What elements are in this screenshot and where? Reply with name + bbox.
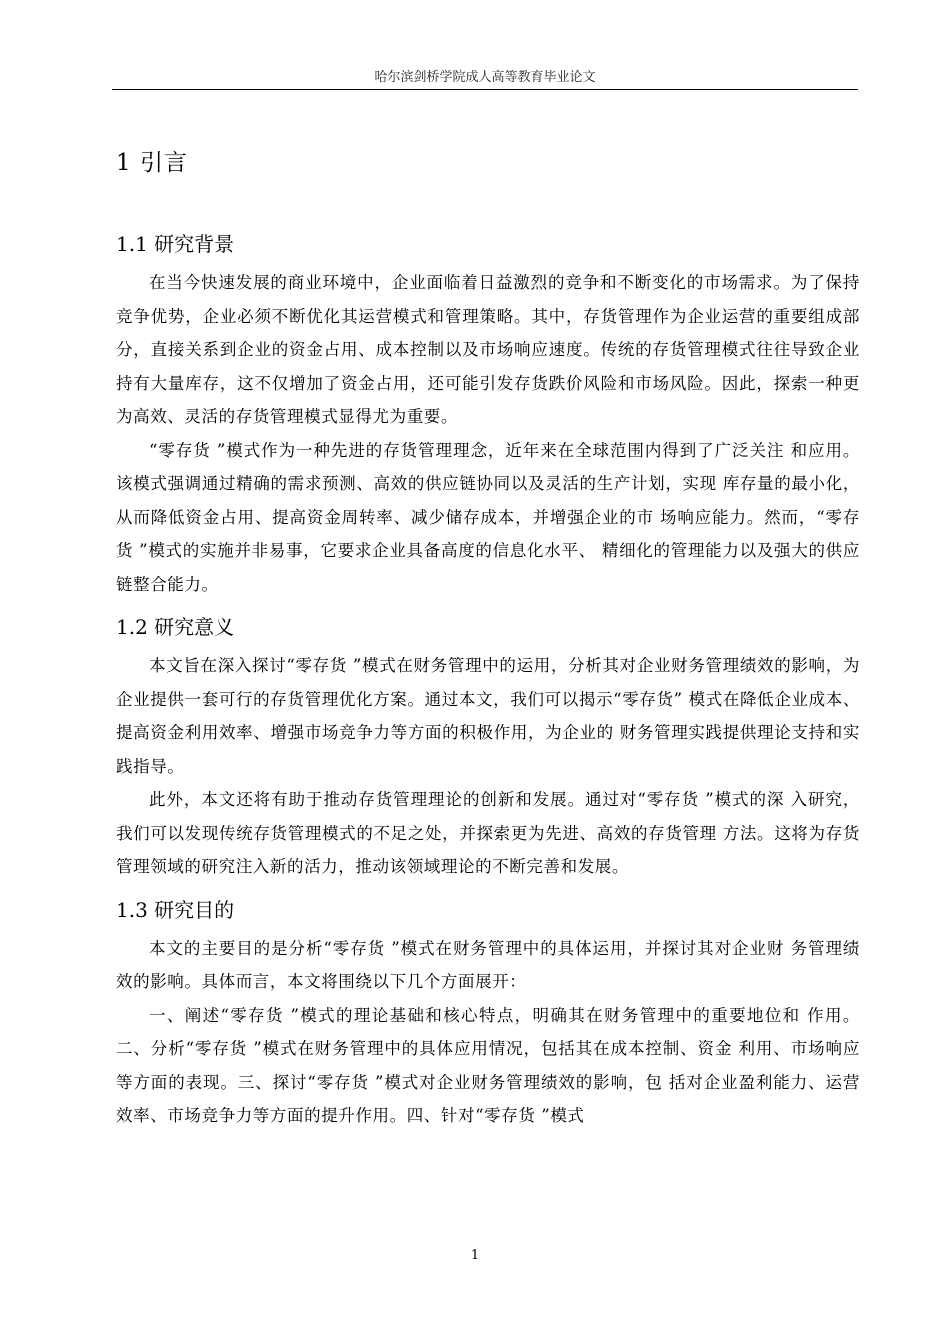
page-content	[116, 140, 860, 1133]
section-heading: 1.3 研究目的	[116, 897, 235, 922]
paragraph: “零存货 ”模式作为一种先进的存货管理理念，近年来在全球范围内得到了广泛关注 和应用。该模式强调通过精确的需求预测、高效的供应链协同以及灵活的生产计划，实现 库存量的最小化，从而降低资金占用、提高资金周转率、减少储存成本，并增强企业的市 场响应能力。然而，“零存货 ”模式的实施并非易事，它要求企业具备高度的信息化水平、 精细化的管理能力以及强大的供应链整合能力。	[116, 440, 860, 594]
section-research-significance	[116, 605, 860, 884]
page-number: 1	[470, 1248, 480, 1263]
paragraph: 在当今快速发展的商业环境中，企业面临着日益激烈的竞争和不断变化的市场需求。为了保持竞争优势，企业必须不断优化其运营模式和管理策略。其中，存货管理作为企业运营的重要组成部分，直接关系到企业的资金占用、成本控制以及市场响应速度。传统的存货管理模式往往导致企业持有大量库存，这不仅增加了资金占用，还可能引发存货跌价风险和市场风险。因此，探索一种更为高效、灵活的存货管理模式显得尤为重要。	[116, 273, 860, 426]
section-research-purpose	[116, 888, 860, 1133]
paragraph: 此外，本文还将有助于推动存货管理理论的创新和发展。通过对“零存货 ”模式的深 入研究，我们可以发现传统存货管理模式的不足之处，并探索更为先进、高效的存货管理 方法。这将为存货管理领域的研究注入新的活力，推动该领域理论的不断完善和发展。	[116, 790, 860, 876]
paragraph: 一、阐述“零存货 ”模式的理论基础和核心特点，明确其在财务管理中的重要地位和 作用。二、分析“零存货 ”模式在财务管理中的具体应用情况，包括其在成本控制、资金 利用、市场响应等方面的表现。三、探讨“零存货 ”模式对企业财务管理绩效的影响，包 括对企业盈利能力、运营效率、市场竞争力等方面的提升作用。四、针对“零存货 ”模式	[116, 1005, 860, 1125]
section-heading: 1.2 研究意义	[116, 615, 235, 639]
section-heading: 1.1 研究背景	[116, 232, 235, 256]
section-research-background	[116, 222, 860, 601]
chapter-title: 1 引言	[116, 150, 188, 176]
running-header: 哈尔滨剑桥学院成人高等教育毕业论文	[374, 70, 596, 85]
paragraph: 本文旨在深入探讨“零存货 ”模式在财务管理中的运用，分析其对企业财务管理绩效的影响，为企业提供一套可行的存货管理优化方案。通过本文，我们可以揭示“零存货” 模式在降低企业成本、提高资金利用效率、增强市场竞争力等方面的积极作用，为企业的 财务管理实践提供理论支持和实践指导。	[116, 656, 860, 776]
header-divider	[112, 89, 858, 90]
paragraph: 本文的主要目的是分析“零存货 ”模式在财务管理中的具体运用，并探讨其对企业财 务管理绩效的影响。具体而言，本文将围绕以下几个方面展开：	[116, 938, 860, 991]
